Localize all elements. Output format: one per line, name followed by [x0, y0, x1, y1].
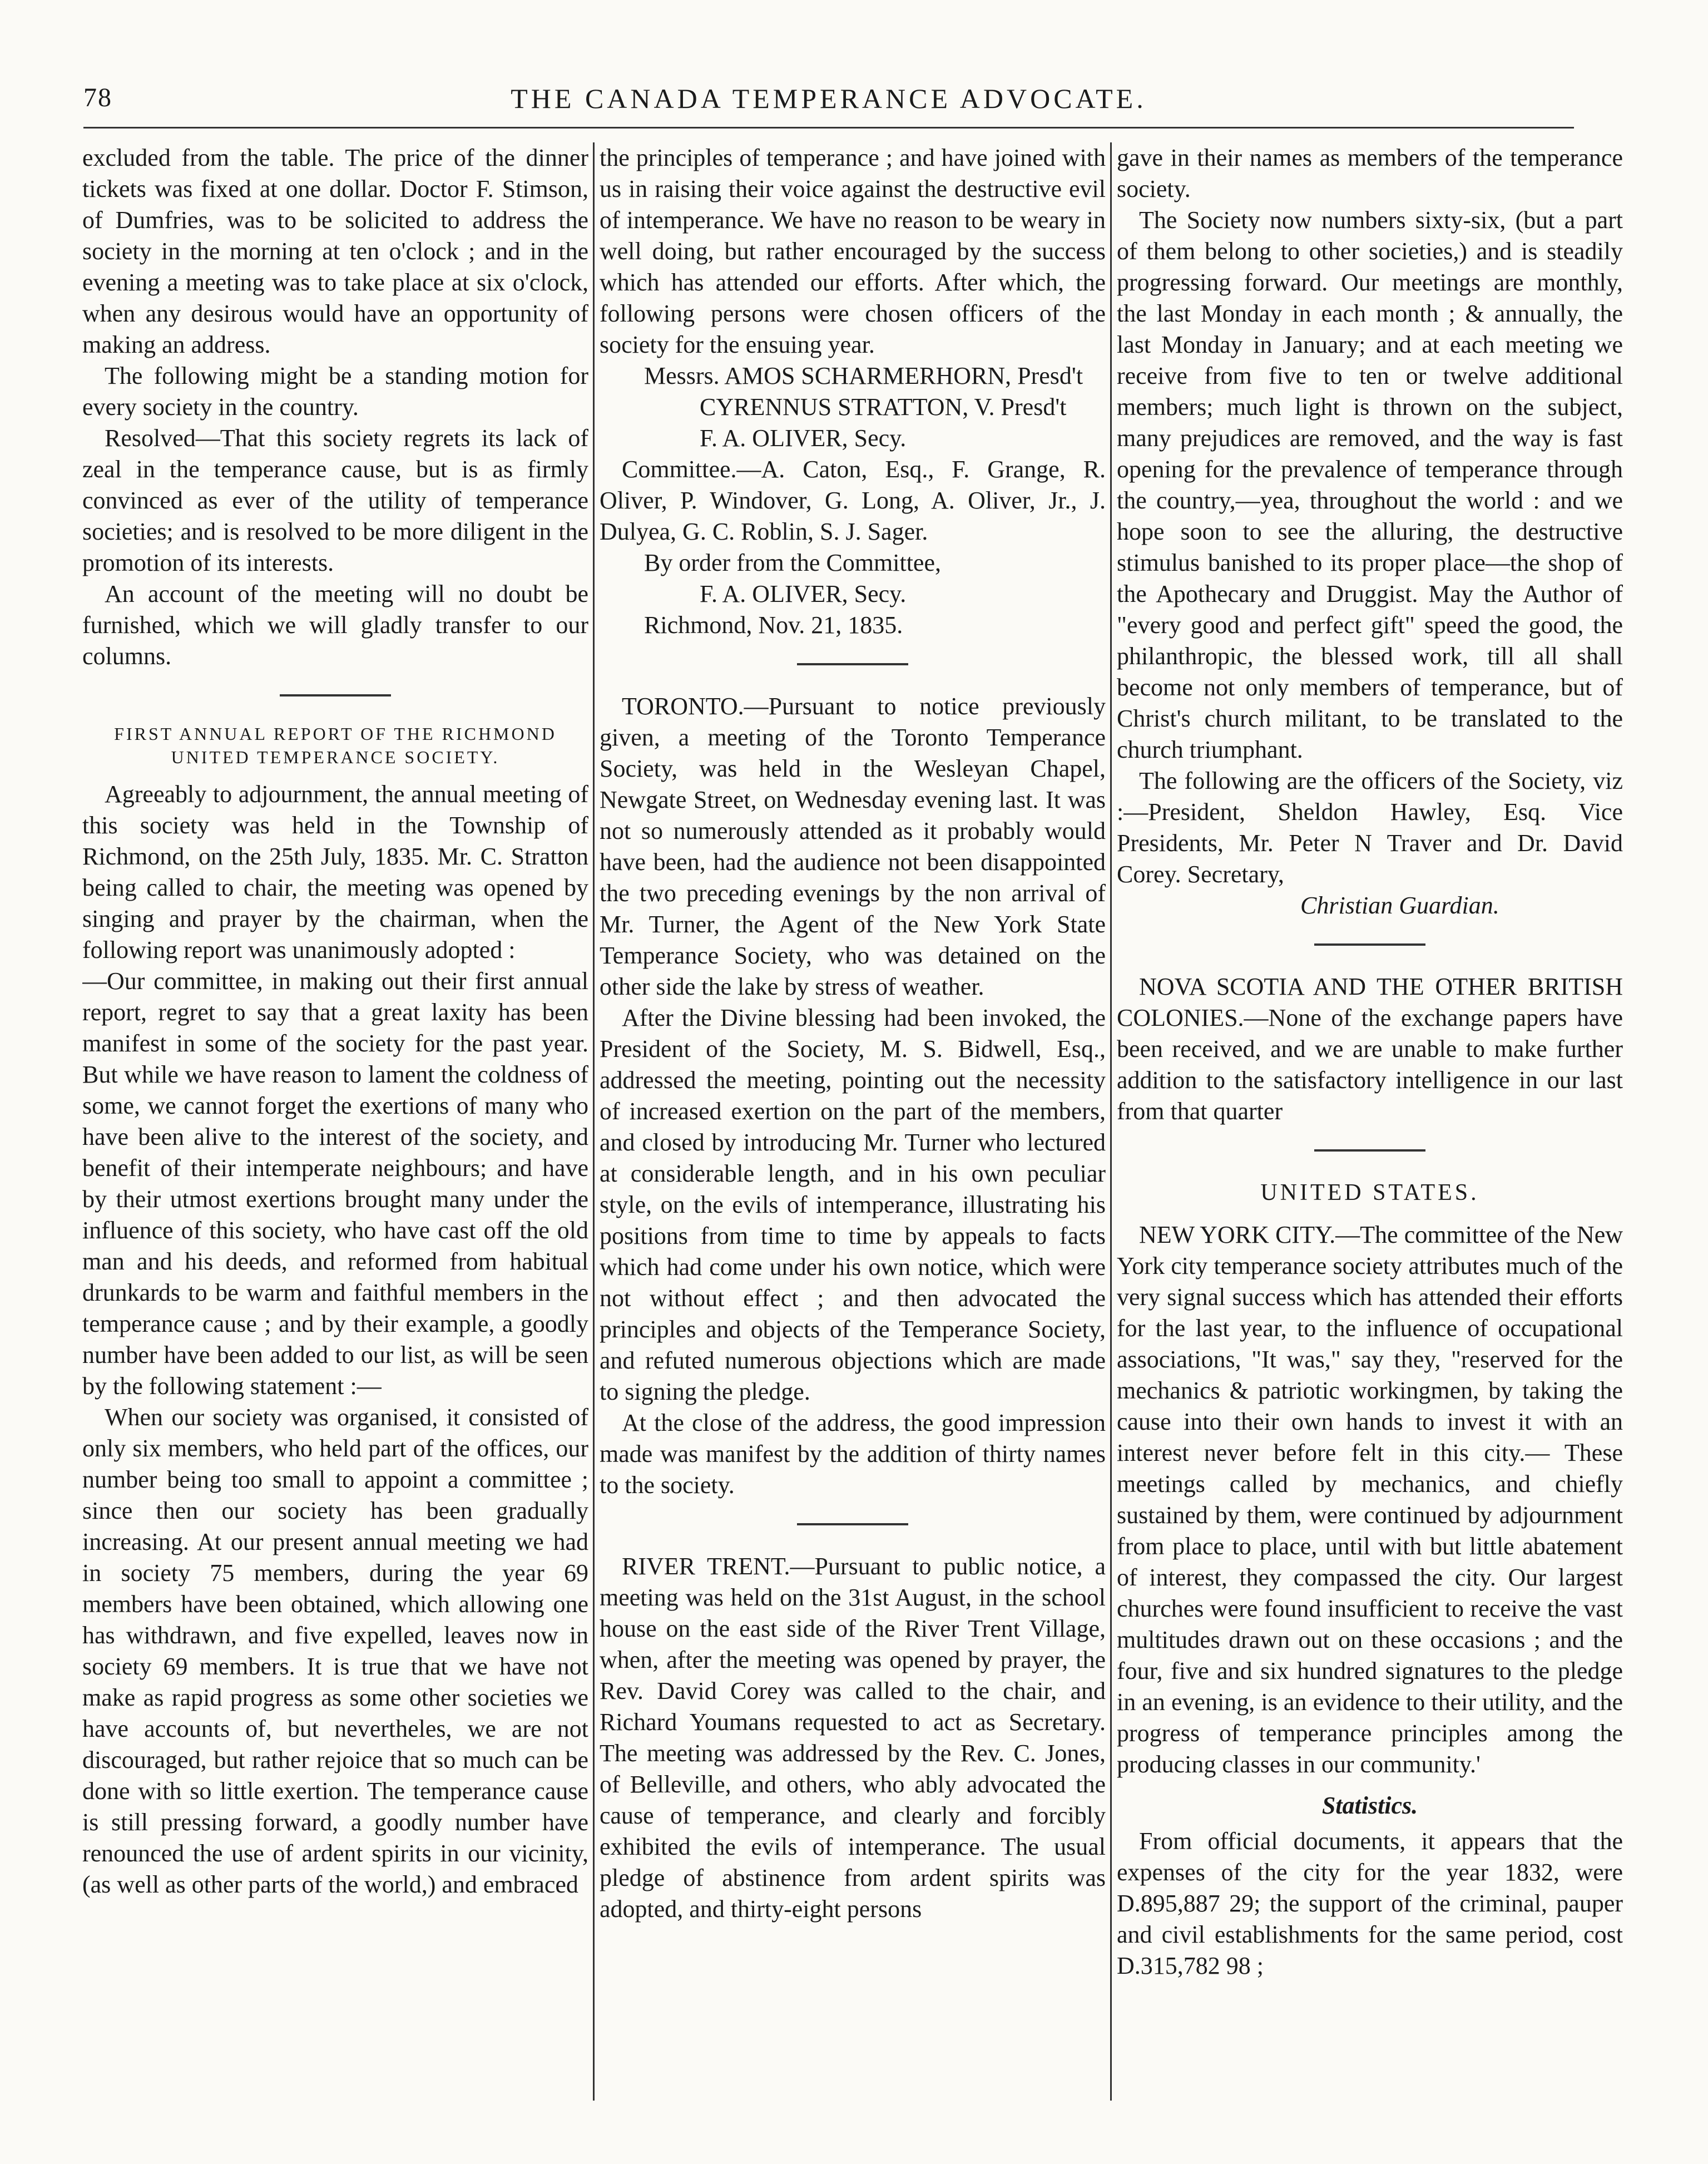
paragraph: Agreeably to adjournment, the annual meeting of this society was held in the Township of Richmond, on the 25th July, 1835. Mr. C. Stratton being called to chair, the meeting was opened by singing and prayer by the chairman, when the following report was unanimously adopted : [82, 780, 588, 964]
section-heading: FIRST ANNUAL REPORT OF THE RICHMOND UNITED TEMPERANCE SOCIETY. [114, 724, 557, 767]
section-heading: UNITED STATES. [1260, 1180, 1479, 1205]
column-2 [600, 142, 1106, 2101]
section-rule [1314, 943, 1425, 946]
paragraph: At the close of the address, the good impression made was manifest by the addition of thirty names to the society. [600, 1409, 1106, 1499]
paragraph: From official documents, it appears that the expenses of the city for the year 1832, were D.895,887 29; the support of the criminal, pauper and civil establishments for the same period, cost D.315,782 98 ; [1117, 1827, 1623, 1979]
column-rule [1110, 142, 1112, 2101]
subsection-heading: Statistics. [1321, 1792, 1418, 1819]
paragraph: When our society was organised, it consisted of only six members, who held part of the offices, our number being too small to appoint a committee ; since then our society has been gradually increasing. At our present annual meeting we had in society 75 members, during the year 69 members have been obtained, which allowing one has withdrawn, and five expelled, leaves now in society 69 members. It is true that we have not make as rapid progress as some other societies we have accounts of, but nevertheles, we are not discouraged, but rather rejoice that so much can be done with so little exertion. The temperance cause is still pressing forward, a goodly number have renounced the use of ardent spirits in our vicinity, (as well as other parts of the world,) and embraced [82, 1404, 588, 1898]
header-rule [83, 127, 1574, 129]
committee-list: Committee.—A. Caton, Esq., F. Grange, R. Oliver, P. Windover, G. Long, A. Oliver, Jr., J. Dulyea, G. C. Roblin, S. J. Sager. [600, 456, 1106, 545]
paragraph: RIVER TRENT.—Pursuant to public notice, a meeting was held on the 31st August, in the school house on the east side of the River Trent Village, when, after the meeting was opened by prayer, the Rev. David Corey was called to the chair, and Richard Youmans requested to act as Secretary. The meeting was addressed by the Rev. C. Jones, of Belleville, and others, who ably advocated the cause of temperance, and clearly and forcibly exhibited the evils of intemperance. The usual pledge of abstinence from ardent spirits was adopted, and thirty-eight persons [600, 1553, 1106, 1923]
paragraph: Resolved—That this society regrets its lack of zeal in the temperance cause, but is as firmly convinced as ever of the utility of temperance societies; and is resolved to be more diligent in the promotion of its interests. [82, 424, 588, 576]
source-credit: Christian Guardian. [1300, 892, 1499, 919]
officer-line: CYRENNUS STRATTON, V. Presd't [700, 393, 1067, 421]
page-number: 78 [83, 83, 112, 112]
paragraph: gave in their names as members of the temperance society. [1117, 144, 1623, 202]
paragraph: After the Divine blessing had been invoked, the President of the Society, M. S. Bidwell, Esq., addressed the meeting, pointing out the necessity of increased exertion on the part of the members, and closed by introducing Mr. Turner who lectured at considerable length, and in his own peculiar style, on the evils of intemperance, illustrating his positions from time to time by appeals to facts which had come under his own notice, which were not without effect ; and then advocated the principles and objects of the Temperance Society, and refuted numerous objections which are made to signing the pledge. [600, 1004, 1106, 1405]
signature-line: By order from the Committee, [644, 549, 941, 576]
paragraph: NOVA SCOTIA AND THE OTHER BRITISH COLONIES.—None of the exchange papers have been received, and we are unable to make further addition to the satisfactory intelligence in our last from that quarter [1117, 973, 1623, 1125]
signature-line: F. A. OLIVER, Secy. [700, 580, 907, 607]
column-rule [593, 142, 595, 2101]
page-header [83, 82, 1574, 116]
paragraph: the principles of temperance ; and have joined with us in raising their voice against the destructive evil of intemperance. We have no reason to be weary in well doing, but rather encouraged by the success which has attended our efforts. After which, the following persons were chosen officers of the society for the ensuing year. [600, 144, 1106, 358]
officer-line: Messrs. AMOS SCHARMERHORN, Presd't [644, 362, 1083, 389]
paragraph: An account of the meeting will no doubt be furnished, which we will gladly transfer to our columns. [82, 580, 588, 670]
paragraph: NEW YORK CITY.—The committee of the New York city temperance society attributes much of the very signal success which has attended their efforts for the last year, to the influence of occupational associations, "It was," say they, "reserved for the mechanics & patriotic workingmen, by taking the cause into their own hands to invest it with an interest never before felt in this city.— These meetings called by mechanics, and chiefly sustained by them, were continued by adjournment from place to place, until with but little abatement of interest, they compassed the city. Our largest churches were found insufficient to receive the vast multitudes drawn out on these occasions ; and the four, five and six hundred signatures to the pledge in an evening, is an evidence to their utility, and the progress of temperance principles among the producing classes in our community.' [1117, 1221, 1623, 1778]
section-rule [797, 1523, 908, 1525]
section-rule [280, 694, 391, 696]
paragraph: —Our committee, in making out their first annual report, regret to say that a great laxity has been manifest in some of the society for the past year. But while we have reason to lament the coldness of some, we cannot forget the exertions of many who have been alive to the interest of the society, and benefit of their intemperate neighbours; and have by their utmost exertions brought many under the influence of this society, who have cast off the old man and his deeds, and reformed from habitual drunkards to be warm and faithful members in the temperance cause ; and by their example, a goodly number have been added to our list, as will be seen by the following statement :— [82, 967, 588, 1400]
section-rule [1314, 1149, 1425, 1152]
section-rule [797, 663, 908, 665]
column-3 [1117, 142, 1623, 2101]
paragraph: excluded from the table. The price of the dinner tickets was fixed at one dollar. Doctor F. Stimson, of Dumfries, was to be solicited to address the society in the morning at ten o'clock ; and in the evening a meeting was to take place at six o'clock, when any desirous would have an opportunity of making an address. [82, 144, 588, 358]
running-title: THE CANADA TEMPERANCE ADVOCATE. [511, 83, 1147, 114]
officer-line: F. A. OLIVER, Secy. [700, 424, 907, 452]
paragraph: The following might be a standing motion for every society in the country. [82, 362, 588, 421]
column-1 [82, 142, 588, 2101]
paragraph: TORONTO.—Pursuant to notice previously given, a meeting of the Toronto Temperance Society, was held in the Wesleyan Chapel, Newgate Street, on Wednesday evening last. It was not so numerously attended as it probably would have been, had the audience not been disappointed the two preceding evenings by the non arrival of Mr. Turner, the Agent of the New York State Temperance Society, who was detained on the other side the lake by stress of weather. [600, 693, 1106, 1000]
dateline: Richmond, Nov. 21, 1835. [644, 611, 903, 639]
paragraph: The following are the officers of the Society, viz :—President, Sheldon Hawley, Esq. Vice Presidents, Mr. Peter N Traver and Dr. David Corey. Secretary, [1117, 767, 1623, 888]
paragraph: The Society now numbers sixty-six, (but a part of them belong to other societies,) and is steadily progressing forward. Our meetings are monthly, the last Monday in each month ; & annually, the last Monday in January; and at each meeting we receive from five to ten or twelve additional members; much light is thrown on the subject, many prejudices are removed, and the way is fast opening for the prevalence of temperance through the country,—yea, throughout the world : and we hope soon to see the alluring, the destructive stimulus banished to its proper place—the shop of the Apothecary and Druggist. May the Author of "every good and perfect gift" speed the good, the philanthropic, the blessed work, till all shall become not only members of temperance, but of Christ's church militant, to be translated to the church triumphant. [1117, 206, 1623, 763]
